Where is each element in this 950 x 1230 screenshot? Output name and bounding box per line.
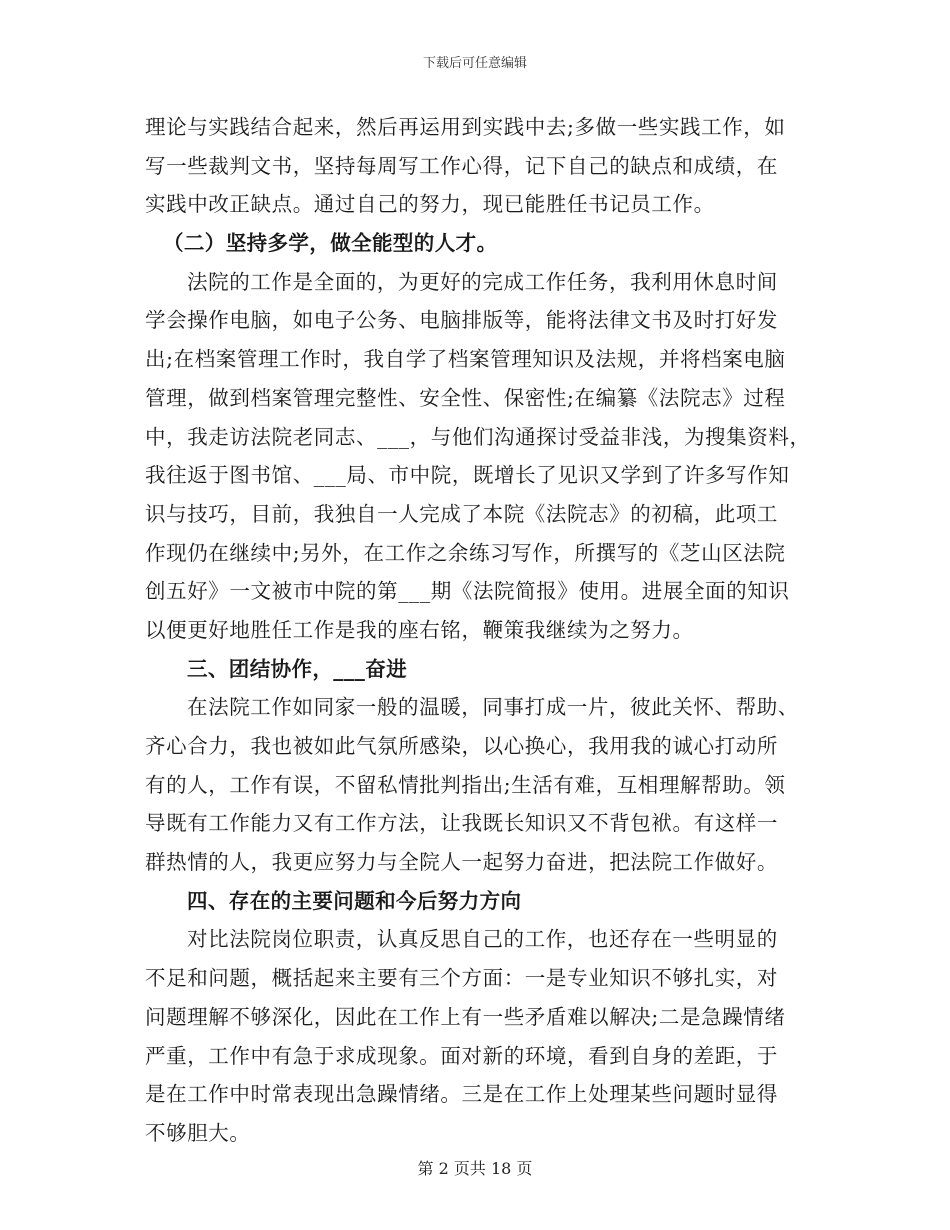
body-text-line: 实践中改正缺点。通过自己的努力，现已能胜任书记员工作。: [145, 192, 715, 217]
body-text-line: 出;在档案管理工作时，我自学了档案管理知识及法规，并将档案电脑: [145, 347, 786, 372]
page-header: 下载后可任意编辑: [422, 56, 527, 71]
body-text-line: 齐心合力，我也被如此气氛所感染，以心换心，我用我的诚心打动所: [145, 734, 778, 758]
section-heading: （二）坚持多学，做全能型的人才。: [163, 231, 498, 256]
body-text-line: 理论与实践结合起来，然后再运用到实践中去;多做一些实践工作，如: [145, 115, 786, 139]
body-text-line: 创五好》一文被市中院的第___期《法院简报》使用。进展全面的知识: [145, 579, 790, 604]
page-footer: 第 2 页共 18 页: [417, 1159, 533, 1178]
section-heading: 三、团结协作，___奋进: [187, 656, 408, 681]
body-text-line: 作现仍在继续中;另外，在工作之余练习写作，所撰写的《芝山区法院: [145, 540, 786, 565]
body-text-line: 是在工作中时常表现出急躁情绪。三是在工作上处理某些问题时显得: [145, 1082, 778, 1107]
body-text-line: 我往返于图书馆、___局、市中院，既增长了见识又学到了许多写作知: [145, 463, 790, 488]
body-text-line: 中，我走访法院老同志、___，与他们沟通探讨受益非浅，为搜集资料，: [145, 424, 811, 449]
body-text-line: 写一些裁判文书，坚持每周写工作心得，记下自己的缺点和成绩，在: [145, 153, 778, 178]
body-text-line: 对比法院岗位职责，认真反思自己的工作，也还存在一些明显的: [187, 927, 778, 952]
body-text-line: 管理，做到档案管理完整性、安全性、保密性;在编纂《法院志》过程: [145, 385, 786, 410]
body-text-line: 严重，工作中有急于求成现象。面对新的环境，看到自身的差距，于: [145, 1043, 778, 1068]
body-text-line: 法院的工作是全面的，为更好的完成工作任务，我利用休息时间: [187, 269, 778, 294]
document-body: [145, 108, 825, 1153]
section-heading: 四、存在的主要问题和今后努力方向: [187, 888, 522, 913]
body-text-line: 以便更好地胜任工作是我的座右铭，鞭策我继续为之努力。: [145, 617, 694, 642]
body-text-line: 群热情的人，我更应努力与全院人一起努力奋进，把法院工作做好。: [145, 850, 778, 875]
body-text-line: 不足和问题，概括起来主要有三个方面：一是专业知识不够扎实，对: [145, 966, 778, 991]
body-text-line: 学会操作电脑，如电子公务、电脑排版等，能将法律文书及时打好发: [145, 308, 778, 333]
body-text-line: 问题理解不够深化，因此在工作上有一些矛盾难以解决;二是急躁情绪: [145, 1004, 786, 1029]
body-text-line: 在法院工作如同家一般的温暖，同事打成一片，彼此关怀、帮助、: [187, 695, 799, 720]
body-text-line: 有的人，工作有误，不留私情批判指出;生活有难，互相理解帮助。领: [145, 772, 786, 797]
body-text-line: 导既有工作能力又有工作方法，让我既长知识又不背包袱。有这样一: [145, 811, 778, 836]
body-text-line: 不够胆大。: [145, 1120, 251, 1145]
body-text-line: 识与技巧，目前，我独自一人完成了本院《法院志》的初稿，此项工: [145, 501, 778, 526]
